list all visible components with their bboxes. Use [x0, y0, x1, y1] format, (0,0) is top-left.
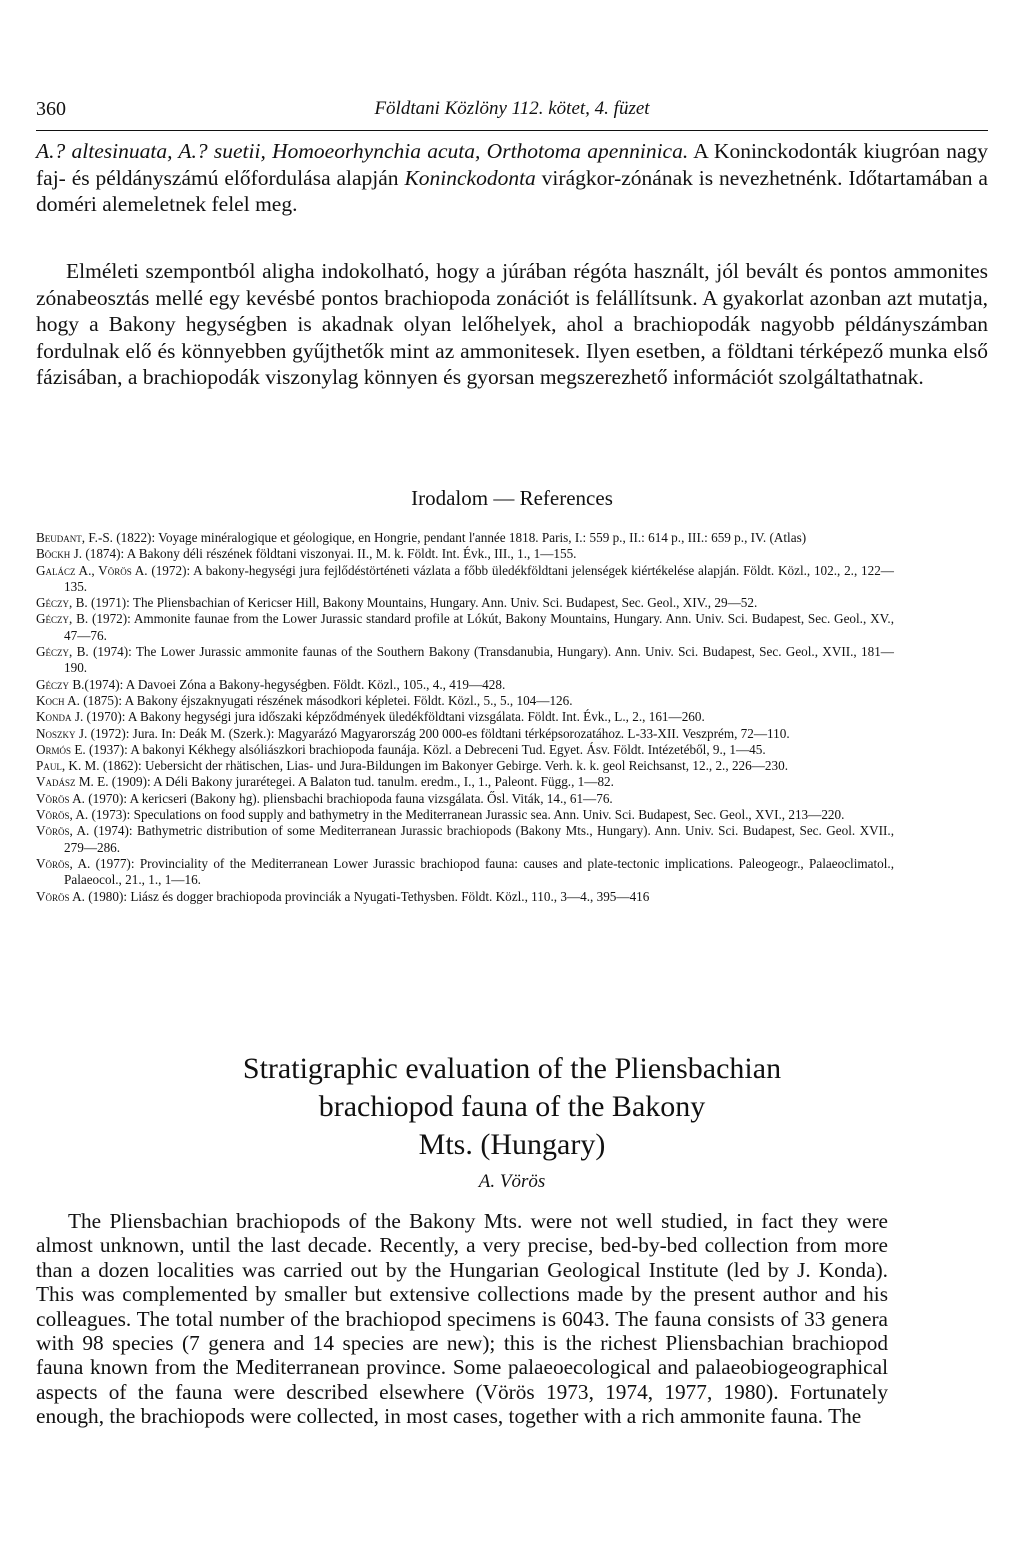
abstract-text: The Pliensbachian brachiopods of the Bakony Mts. were not well studied, in fact they were almost unknown, until the last decade. Recently, a very precise, bed-by-bed collection from more than a dozen localities was carried out by the Hungarian Geological Institute (led by J. Konda). This was complemented by smaller but extensive collections made by the present author and his colleagues. The total number of the brachiopod specimens is 6043. The fauna consists of 33 genera with 98 species (7 genera and 14 species are new); this is the richest Pliensbachian brachiopod fauna known from the Mediterranean province. Some palaeoecological and palaeobiogeographical aspects of the fauna were described elsewhere (Vörös 1973, 1974, 1977, 1980). Fortunately enough, the brachiopods were collected, in most cases, together with a rich ammonite fauna. The — [36, 1209, 888, 1429]
intro-paragraph-1 — [36, 138, 988, 218]
reference-author: Géczy B. — [36, 676, 85, 692]
reference-text: (1974): Bathymetric distribution of some Mediterranean Jurassic brachiopods (Bakony Mts., Hungary). Ann. Univ. Sci. Budapest, Sec. Geol. XVII., 279—286. — [64, 823, 894, 855]
reference-text: (1972): A bakony-hegységi jura fejlődéstörténeti vázlata a főbb üledékföldtani jelenségek kiértékelése alapján. Földt. Közl., 102., 2., 122—135. — [64, 562, 894, 594]
reference-author: Géczy, B. — [36, 644, 89, 660]
reference-text: (1971): The Pliensbachian of Kericser Hill, Bakony Mountains, Hungary. Ann. Univ. Sci. Budapest, Sec. Geol., XIV., 29—52. — [87, 595, 758, 611]
reference-author: Paul, K. M. — [36, 758, 100, 774]
title-line-1: Stratigraphic evaluation of the Pliensbachian — [242, 1052, 782, 1085]
reference-text: (1980): Liász és dogger brachiopoda provinciák a Nyugati-Tethysben. Földt. Közl., 110., 3—4., 395—416 — [84, 888, 650, 904]
references-heading: Irodalom — References — [411, 486, 613, 510]
reference-text: (1874): A Bakony déli részének földtani viszonyai. II., M. k. Földt. Int. Évk., III., 1., 1—155. — [82, 546, 577, 562]
reference-text: (1977): Provinciality of the Mediterranean Lower Jurassic brachiopod fauna: causes and plate-tectonic implications. Paleogeogr., Palaeoclimatol., Palaeocol., 21., 1., 1—16. — [64, 855, 895, 888]
reference-entry — [36, 823, 894, 856]
intro-text-a: A Koninckodonták kiugróan nagy faj- és példányszámú előfordulása alapján — [36, 139, 988, 190]
title-line-3: Mts. (Hungary) — [418, 1128, 606, 1161]
english-abstract — [36, 1209, 888, 1429]
reference-author: Konda J. — [36, 709, 84, 725]
reference-text: (1822): Voyage minéralogique et géologique, en Hongrie, pendant l'année 1818. Paris, I.: 559 p., II.: 614 p., III.: 659 p., IV. (Atlas) — [112, 530, 807, 545]
header-rule — [36, 130, 988, 131]
reference-entry — [36, 530, 894, 546]
reference-text: (1909): A Déli Bakony jurarétegei. A Balaton tud. tanulm. eredm., I., 1., Paleont. Függ., 1—82. — [108, 774, 614, 790]
page-number: 360 — [36, 98, 66, 120]
reference-author: Vörös A. — [36, 790, 85, 806]
reference-entry — [36, 677, 894, 693]
reference-text: (1972): Jura. In: Deák M. (Szerk.): Magyarázó Magyarország 200 000-es földtani térképsorozatához. L-33-XII. Veszprém, 72—110. — [87, 725, 790, 741]
reference-entry — [36, 742, 894, 758]
reference-author: Böckh J. — [36, 546, 83, 562]
taxa-list: A.? altesinuata, A.? suetii, Homoeorhynchia acuta, Orthotoma apenninica. — [36, 139, 689, 163]
reference-author: Koch A. — [36, 692, 80, 708]
reference-text: (1974): The Lower Jurassic ammonite faunas of the Southern Bakony (Transdanubia, Hungary). Ann. Univ. Sci. Budapest, Sec. Geol., XVII., 181—190. — [64, 644, 894, 676]
reference-entry — [36, 563, 894, 596]
genus-name: Koninckodonta — [404, 165, 536, 190]
reference-text: (1974): A Davoei Zóna a Bakony-hegységben. Földt. Közl., 105., 4., 419—428. — [84, 676, 506, 692]
references-list — [36, 530, 894, 905]
reference-author: Noszky J. — [36, 725, 88, 741]
intro-text-c: Elméleti szempontból aligha indokolható, hogy a júrában régóta használt, jól bevált és pontos ammonites zónabeosztás mellé egy kevésbé pontos brachiopoda zonációt is felállítsunk. A gyakorlat azonban azt mutatja, hogy a Bakony hegységben is akadnak olyan lelőhelyek, ahol a brachiopodák nagyobb példányszámban fordulnak elő és könnyebben gyűjthetők mint az ammonitesek. Ilyen esetben, a földtani térképező munka első fázisában, a brachiopodák viszonylag könnyen és gyorsan megszerezhető információt szolgáltathatnak. — [36, 259, 988, 389]
reference-author: Géczy, B. — [36, 595, 88, 611]
reference-entry — [36, 709, 894, 725]
reference-entry — [36, 758, 894, 774]
reference-entry — [36, 791, 894, 807]
reference-author: Vörös, A. — [36, 823, 90, 839]
english-title — [0, 1050, 1024, 1164]
running-header — [36, 98, 988, 128]
journal-title: Földtani Közlöny 112. kötet, 4. füzet — [374, 98, 650, 119]
reference-entry — [36, 889, 894, 905]
author-name: A. Vörös — [478, 1171, 546, 1192]
title-line-2: brachiopod fauna of the Bakony — [318, 1090, 706, 1123]
reference-entry — [36, 644, 894, 677]
intro-paragraph-2 — [36, 258, 988, 391]
reference-text: (1973): Speculations on food supply and bathymetry in the Mediterranean Jurassic sea. Ann. Univ. Sci. Budapest, Sec. Geol., XVI., 213—220. — [88, 807, 845, 823]
reference-author: Vörös A. — [36, 888, 85, 904]
reference-entry — [36, 546, 894, 562]
reference-author: Ormós E. — [36, 741, 86, 757]
reference-text: (1970): A kericseri (Bakony hg). pliensbachi brachiopoda fauna vizsgálata. Ősl. Viták, 14., 61—76. — [84, 790, 613, 806]
reference-entry — [36, 611, 894, 644]
reference-entry — [36, 595, 894, 611]
reference-entry — [36, 774, 894, 790]
reference-entry — [36, 693, 894, 709]
reference-entry — [36, 807, 894, 823]
reference-author: Galácz A., Vörös A. — [36, 562, 148, 578]
reference-text: (1937): A bakonyi Kékhegy alsóliászkori brachiopoda faunája. Közl. a Debreceni Tud. Egyet. Ásv. Földt. Intézetéből, 9., 1—45. — [85, 741, 766, 757]
reference-entry — [36, 856, 894, 889]
reference-author: Vörös, A. — [36, 807, 89, 823]
reference-author: Beudant, F.-S. — [36, 530, 113, 545]
reference-author: Géczy, B. — [36, 611, 89, 627]
reference-text: (1875): A Bakony éjszaknyugati részének másodkori képletei. Földt. Közl., 5., 5., 104—126. — [79, 692, 573, 708]
reference-text: (1970): A Bakony hegységi jura időszaki képződmények üledékföldtani vizsgálata. Földt. Int. Évk., L., 2., 161—260. — [83, 709, 705, 725]
reference-entry — [36, 726, 894, 742]
reference-author: Vörös, A. — [36, 855, 91, 871]
reference-text: (1862): Uebersicht der rhätischen, Lias- und Jura-Bildungen im Bakonyer Gebirge. Verh. k. k. geol Reichsanst, 12., 2., 226—230. — [99, 758, 788, 774]
reference-text: (1972): Ammonite faunae from the Lower Jurassic standard profile at Lókút, Bakony Mountains, Hungary. Ann. Univ. Sci. Budapest, Sec. Geol., XV., 47—76. — [64, 611, 895, 643]
intro-text-b: virágkor-zónának is nevezhetnénk. Időtartamában a doméri alemeletnek felel meg. — [36, 165, 988, 216]
reference-author: Vadász M. E. — [36, 774, 109, 790]
